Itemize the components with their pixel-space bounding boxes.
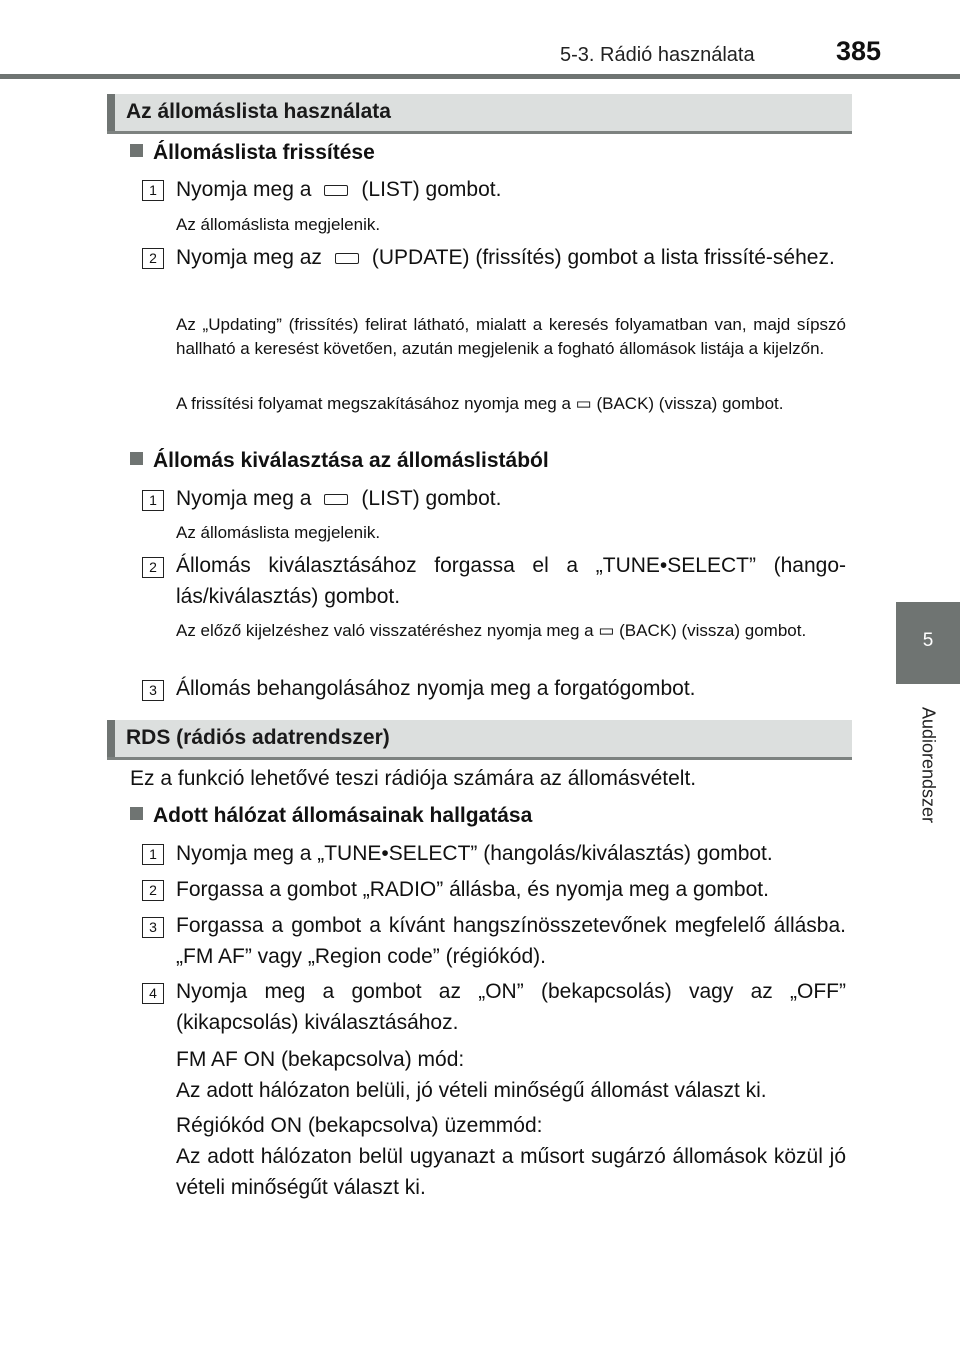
subsection-heading-text: Adott hálózat állomásainak hallgatása <box>153 804 533 827</box>
step-number: 2 <box>142 880 164 901</box>
step-text <box>176 174 846 205</box>
button-icon <box>324 185 348 196</box>
mode-description: Az adott hálózaton belül ugyanazt a műsort sugárzó állomások közül jó vételi minőségűt választ ki. <box>176 1145 846 1199</box>
button-icon <box>335 253 359 264</box>
step-text: Állomás behangolásához nyomja meg a forgatógombot. <box>176 677 696 700</box>
mode-paragraph <box>176 1044 846 1106</box>
step-text <box>176 483 846 514</box>
chapter-tab: 5 <box>896 602 960 684</box>
square-bullet-icon <box>130 452 143 465</box>
section-intro: Ez a funkció lehetővé teszi rádiója számára az állomásvételt. <box>130 767 697 790</box>
mode-heading: Régiókód ON (bekapcsolva) üzemmód: <box>176 1114 543 1137</box>
step-number: 1 <box>142 180 164 201</box>
subsection-heading <box>130 449 549 473</box>
mode-heading: FM AF ON (bekapcsolva) mód: <box>176 1048 465 1071</box>
step-text <box>176 242 846 273</box>
subsection-heading <box>130 141 375 165</box>
step-text-before: Nyomja meg a <box>176 487 312 510</box>
step-text: Forgassa a gombot a kívánt hangszínösszetevőnek megfelelő állásba. „FM AF” vagy „Region code” (régiókód). <box>176 914 846 968</box>
step-number: 4 <box>142 983 164 1004</box>
button-icon <box>324 494 348 505</box>
header-rule <box>0 74 960 79</box>
section-heading: Az állomáslista használata <box>126 100 391 123</box>
step-note: Az előző kijelzéshez való visszatéréshez nyomja meg a ▭ (BACK) (vissza) gombot. <box>176 621 807 640</box>
subsection-heading-text: Állomáslista frissítése <box>153 141 375 164</box>
subsection-heading-text: Állomás kiválasztása az állomáslistából <box>153 449 549 472</box>
square-bullet-icon <box>130 807 143 820</box>
step-text: Forgassa a gombot „RADIO” állásba, és nyomja meg a gombot. <box>176 878 769 901</box>
square-bullet-icon <box>130 144 143 157</box>
step-note: Az állomáslista megjelenik. <box>176 215 381 234</box>
step-number: 3 <box>142 680 164 701</box>
subsection-heading <box>130 804 532 828</box>
step-number: 2 <box>142 248 164 269</box>
step-number: 2 <box>142 557 164 578</box>
step-text-before: Nyomja meg a <box>176 178 312 201</box>
section-heading-bar <box>107 94 852 134</box>
page-number: 385 <box>836 36 882 66</box>
step-text: Nyomja meg a gombot az „ON” (bekapcsolás) vagy az „OFF” (kikapcsolás) kiválasztásához. <box>176 980 846 1034</box>
section-heading: RDS (rádiós adatrendszer) <box>126 726 390 749</box>
mode-description: Az adott hálózaton belüli, jó vételi minőségű állomást választ ki. <box>176 1079 767 1102</box>
step-text: Állomás kiválasztásához forgassa el a „TUNE•SELECT” (hango-lás/kiválasztás) gombot. <box>176 554 846 608</box>
header-section-title: 5-3. Rádió használata <box>560 44 755 66</box>
step-number: 1 <box>142 490 164 511</box>
step-number: 3 <box>142 917 164 938</box>
step-text: Nyomja meg a „TUNE•SELECT” (hangolás/kiválasztás) gombot. <box>176 842 773 865</box>
step-text-before: Nyomja meg az <box>176 246 322 269</box>
step-text-after: (UPDATE) (frissítés) gombot a lista frissíté-séhez. <box>371 246 835 269</box>
mode-paragraph <box>176 1110 846 1203</box>
step-text-after: (LIST) gombot. <box>361 487 502 510</box>
step-note: Az állomáslista megjelenik. <box>176 523 381 542</box>
step-number: 1 <box>142 844 164 865</box>
chapter-label-text: Audiorendszer <box>918 706 939 824</box>
chapter-label <box>885 700 960 830</box>
step-note: Az „Updating” (frissítés) felirat látható, mialatt a keresés folyamatban van, majd sípszó hallható a keresést követően, azután megjelenik a fogható állomások listája a kijelzőn. <box>176 315 846 358</box>
section-heading-bar <box>107 720 852 760</box>
step-note: A frissítési folyamat megszakításához nyomja meg a ▭ (BACK) (vissza) gombot. <box>176 394 784 413</box>
step-text-after: (LIST) gombot. <box>361 178 502 201</box>
